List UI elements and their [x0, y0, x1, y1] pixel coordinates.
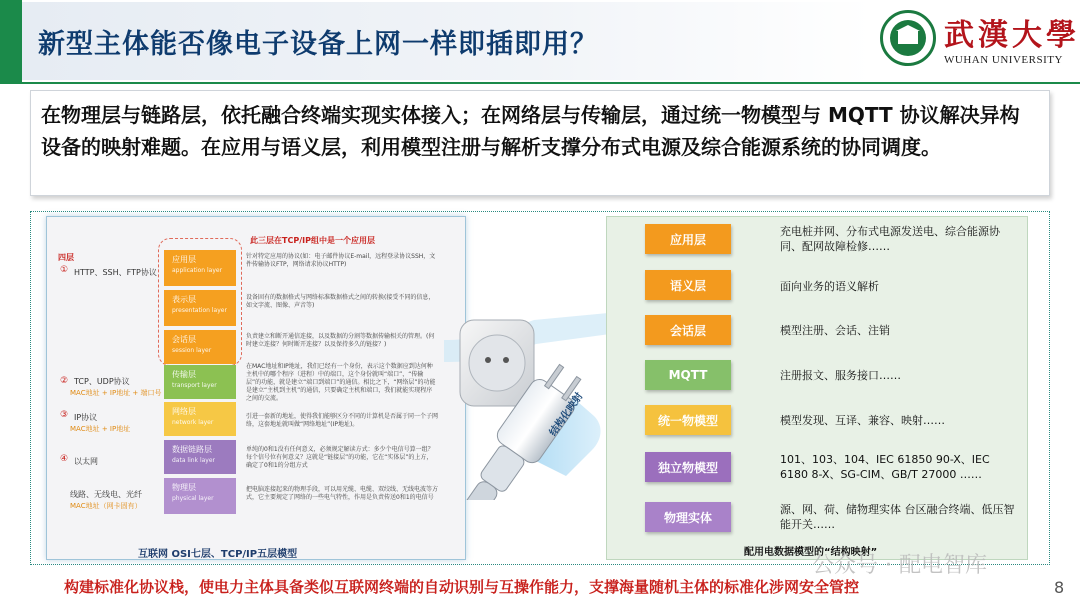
- grid-desc-semantic: 面向业务的语义解析: [780, 280, 879, 293]
- osi-layer-network: 网络层 network layer: [164, 402, 236, 436]
- osi-layer-transport: 传输层 transport layer: [164, 365, 236, 399]
- protocol-text-1: HTTP、SSH、FTP协议: [74, 268, 157, 277]
- osi-layer-presentation: 表示层 presentation layer: [164, 290, 236, 326]
- protocol-sub-3: MAC地址 + IP地址: [70, 425, 131, 433]
- physical-mac-note: MAC地址（网卡固有）: [70, 502, 142, 510]
- grid-layer-session: 会话层: [645, 315, 731, 345]
- four-layers-label: 四层: [58, 253, 74, 262]
- protocol-num-1: ①: [60, 265, 69, 275]
- osi-desc-physical: 把电脑连接起来的物理手段，可以用光缆、电缆、双绞线、无线电波等方式，它主要规定了网络的一些电气特性，作用是负责传送0和1的电信号: [246, 486, 439, 501]
- osi-desc-transport: 在MAC地址和IP地址，我们已经有一个身份，表示这个数据应到达何种主机中的哪个程序（进程）中的端口，这个身份就叫“端口”，“传输层”的功能，就是建立“端口到端口”的通信。相比之下，“网络层”的功能是建立“主机到主机”的通信，只要确定主机和端口，我们就能实现程序之间的交流。: [246, 363, 436, 402]
- grid-desc-mqtt: 注册报文、服务接口……: [780, 369, 901, 382]
- university-seal-logo: [880, 10, 936, 66]
- header-divider: [22, 82, 1080, 84]
- summary-text: 在物理层与链路层，依托融合终端实现实体接入；在网络层与传输层，通过统一物模型与 MQTT 协议解决异构设备的映射难题。在应用与语义层，利用模型注册与解析支撑分布式电源及综合能源系统的协同调度。: [30, 90, 1050, 196]
- university-name-en: WUHAN UNIVERSITY: [944, 54, 1063, 66]
- protocol-text-3: IP协议: [74, 413, 98, 422]
- grid-desc-session: 模型注册、会话、注销: [780, 324, 890, 337]
- grid-layer-independent-model: 独立物模型: [645, 452, 731, 482]
- grid-layer-physical-entity: 物理实体: [645, 502, 731, 532]
- header-accent-bar: [0, 0, 22, 84]
- osi-layer-application: 应用层 application layer: [164, 250, 236, 286]
- grid-layer-unified-model: 统一物模型: [645, 405, 731, 435]
- osi-layer-physical: 物理层 physical layer: [164, 478, 236, 514]
- grid-layer-semantic: 语义层: [645, 270, 731, 300]
- osi-desc-datalink: 单纯的0和1没有任何意义，必须规定解读方式：多少个电信号算一组？每个信号位有何意义？这就是“链接层”的功能，它在“实体层”的上方，确定了0和1的分组方式: [246, 446, 434, 469]
- university-name-cn: 武漢大學: [944, 18, 1080, 53]
- protocol-text-2: TCP、UDP协议: [74, 377, 130, 386]
- grid-model-caption: 配用电数据模型的“结构映射”: [744, 547, 878, 558]
- slide-header: [0, 0, 1080, 84]
- protocol-text-4: 以太网: [74, 457, 98, 466]
- app-group-note: 此三层在TCP/IP组中是一个应用层: [250, 236, 375, 245]
- watermark-text: 公众号 · 配电智库: [812, 553, 987, 578]
- grid-desc-physical-entity: 源、网、荷、储物理实体 台区融合终端、低压智能开关……: [780, 503, 1015, 531]
- protocol-sub-2: MAC地址 + IP地址 + 端口号: [70, 389, 162, 397]
- protocol-num-4: ④: [60, 454, 69, 464]
- grid-layer-mqtt: MQTT: [645, 360, 731, 390]
- osi-layer-datalink: 数据链路层 data link layer: [164, 440, 236, 474]
- osi-desc-network: 引进一套新的地址，使得我们能够区分不同的计算机是否属于同一个子网络，这套地址就叫做“网络地址”(IP地址)。: [246, 413, 439, 428]
- osi-desc-session: 负责建立和断开通信连接，以及数据的分割等数据传输相关的管理。(何时建立连接？何时断开连接？以及保持多久的链接？): [246, 333, 435, 348]
- osi-desc-application: 针对特定应用的协议(如：电子邮件协议E-mail，远程登录协议SSH，文件传输协议FTP，网络请求协议HTTP): [246, 253, 436, 268]
- grid-desc-independent-model: 101、103、104、IEC 61850 90-X、IEC 6180 8-X、SG-CIM、GB/T 27000 ……: [780, 453, 990, 481]
- protocol-num-3: ③: [60, 410, 69, 420]
- footer-conclusion: 构建标准化协议栈，使电力主体具备类似互联网终端的自动识别与互操作能力，支撑海量随机主体的标准化涉网安全管控: [64, 578, 860, 596]
- page-number: 8: [1054, 578, 1065, 597]
- grid-desc-unified-model: 模型发现、互译、兼容、映射……: [780, 414, 945, 427]
- plug-label: 结构化映射: [547, 391, 586, 439]
- physical-media-note: 线路、无线电、光纤: [70, 490, 142, 499]
- protocol-num-2: ②: [60, 376, 69, 386]
- grid-desc-application: 充电桩并网、分布式电源发送电、综合能源协同、配网故障检修……: [780, 225, 1000, 253]
- osi-model-caption: 互联网 OSI七层、TCP/IP五层模型: [138, 549, 298, 560]
- osi-desc-presentation: 设备固有的数据格式与网络标准数据格式之间的转换(接受不同的信息，如文字流、图像、声音等): [246, 294, 435, 309]
- osi-layer-session: 会话层 session layer: [164, 330, 236, 364]
- slide-title: 新型主体能否像电子设备上网一样即插即用？: [38, 29, 598, 60]
- grid-layer-application: 应用层: [645, 224, 731, 254]
